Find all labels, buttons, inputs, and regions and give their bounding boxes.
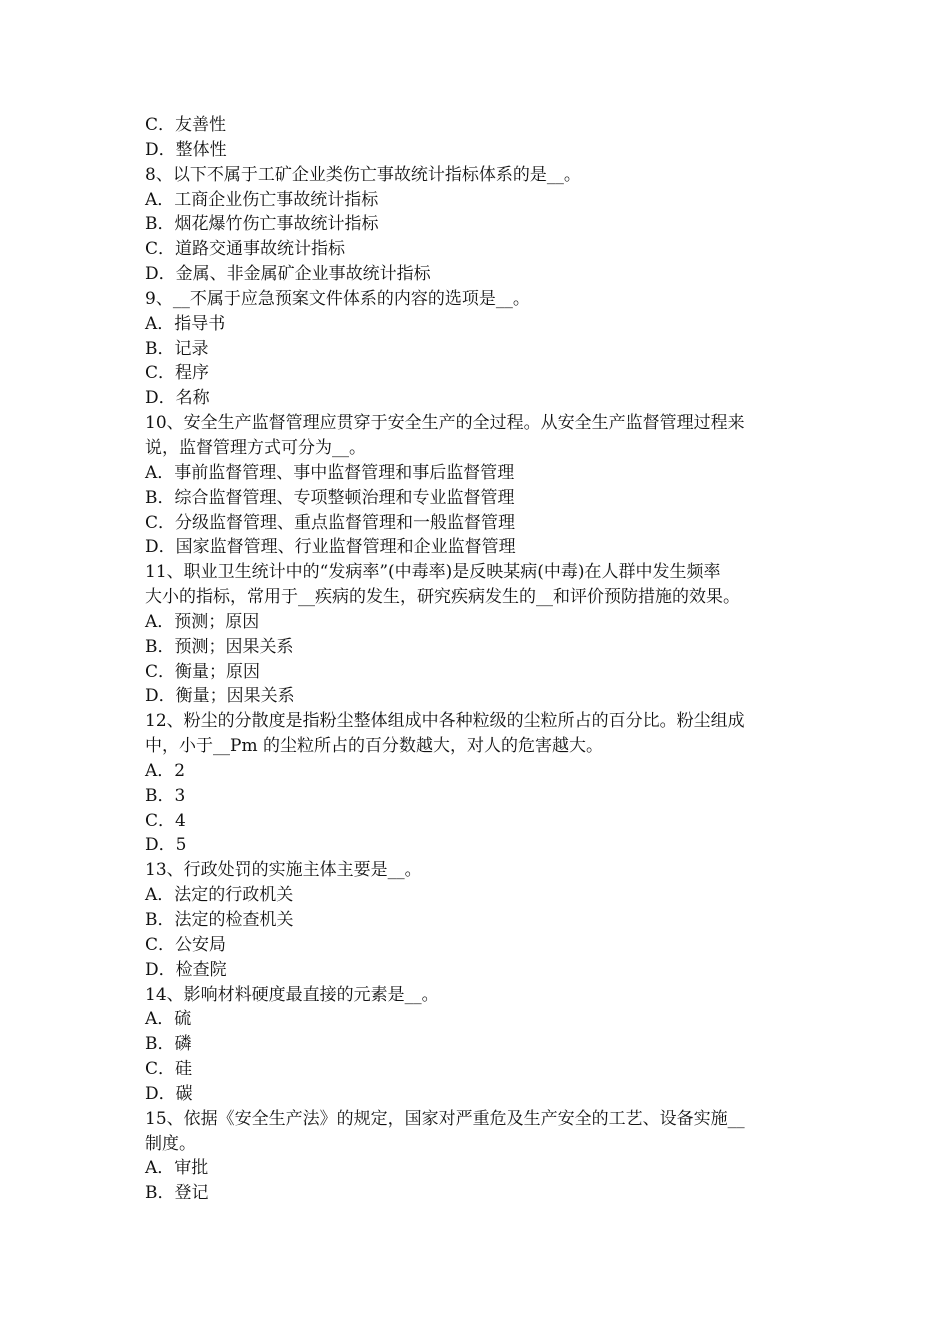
- question-13: 13、行政处罚的实施主体主要是__。: [145, 860, 422, 881]
- text-line: B．记录: [145, 338, 209, 359]
- text-line: C．硅: [145, 1059, 193, 1080]
- question-11: 11、职业卫生统计中的“发病率”(中毒率)是反映某病(中毒)在人群中发生频率: [145, 562, 721, 583]
- text-line: 制度。: [145, 1133, 196, 1154]
- text-line: D．检查院: [145, 959, 227, 980]
- text-line: C．分级监督管理、重点监督管理和一般监督管理: [145, 512, 516, 533]
- text-line: D．碳: [145, 1083, 193, 1104]
- text-line: A．审批: [145, 1158, 209, 1179]
- text-line: D．国家监督管理、行业监督管理和企业监督管理: [145, 537, 516, 558]
- text-line: 说，监督管理方式可分为__。: [145, 437, 366, 458]
- text-line: 中，小于__Pm 的尘粒所占的百分数越大，对人的危害越大。: [145, 736, 603, 757]
- text-line: B．综合监督管理、专项整顿治理和专业监督管理: [145, 487, 515, 508]
- text-line: A．工商企业伤亡事故统计指标: [145, 189, 379, 210]
- question-8: 8、以下不属于工矿企业类伤亡事故统计指标体系的是__。: [145, 164, 581, 185]
- text-line: C．程序: [145, 363, 210, 384]
- text-line: D．5: [145, 835, 187, 856]
- text-line: B．3: [145, 785, 186, 806]
- text-line: D．整体性: [145, 139, 227, 160]
- text-line: B．烟花爆竹伤亡事故统计指标: [145, 214, 379, 235]
- text-line: C．公安局: [145, 934, 227, 955]
- text-line: B．预测；因果关系: [145, 636, 294, 657]
- text-line: A．2: [145, 760, 186, 781]
- question-15: 15、依据《安全生产法》的规定，国家对严重危及生产安全的工艺、设备实施__: [145, 1108, 745, 1129]
- text-line: C．道路交通事故统计指标: [145, 239, 346, 260]
- text-line: A．事前监督管理、事中监督管理和事后监督管理: [145, 462, 515, 483]
- text-line: D．名称: [145, 388, 210, 409]
- text-line: B．登记: [145, 1183, 209, 1204]
- question-14: 14、影响材料硬度最直接的元素是__。: [145, 984, 439, 1005]
- text-line: B．法定的检查机关: [145, 910, 294, 930]
- text-line: B．磷: [145, 1034, 192, 1055]
- text-line: 大小的指标，常用于__疾病的发生，研究疾病发生的__和评价预防措施的效果。: [145, 587, 740, 608]
- question-9: 9、__不属于应急预案文件体系的内容的选项是__。: [145, 288, 530, 309]
- text-line: A．法定的行政机关: [145, 885, 294, 906]
- text-line: C．衡量；原因: [145, 661, 261, 682]
- document-body: [145, 113, 815, 1206]
- question-12: 12、粉尘的分散度是指粉尘整体组成中各种粒级的尘粒所占的百分比。粉尘组成: [145, 711, 745, 732]
- question-10: 10、安全生产监督管理应贯穿于安全生产的全过程。从安全生产监督管理过程来: [145, 413, 745, 434]
- text-line: A．指导书: [145, 313, 226, 334]
- text-line: C．4: [145, 810, 186, 831]
- text-line: C．友善性: [145, 115, 227, 135]
- text-line: A．硫: [145, 1009, 192, 1030]
- text-line: D．衡量；因果关系: [145, 686, 295, 707]
- text-line: A．预测；原因: [145, 611, 260, 632]
- text-line: D．金属、非金属矿企业事故统计指标: [145, 264, 431, 285]
